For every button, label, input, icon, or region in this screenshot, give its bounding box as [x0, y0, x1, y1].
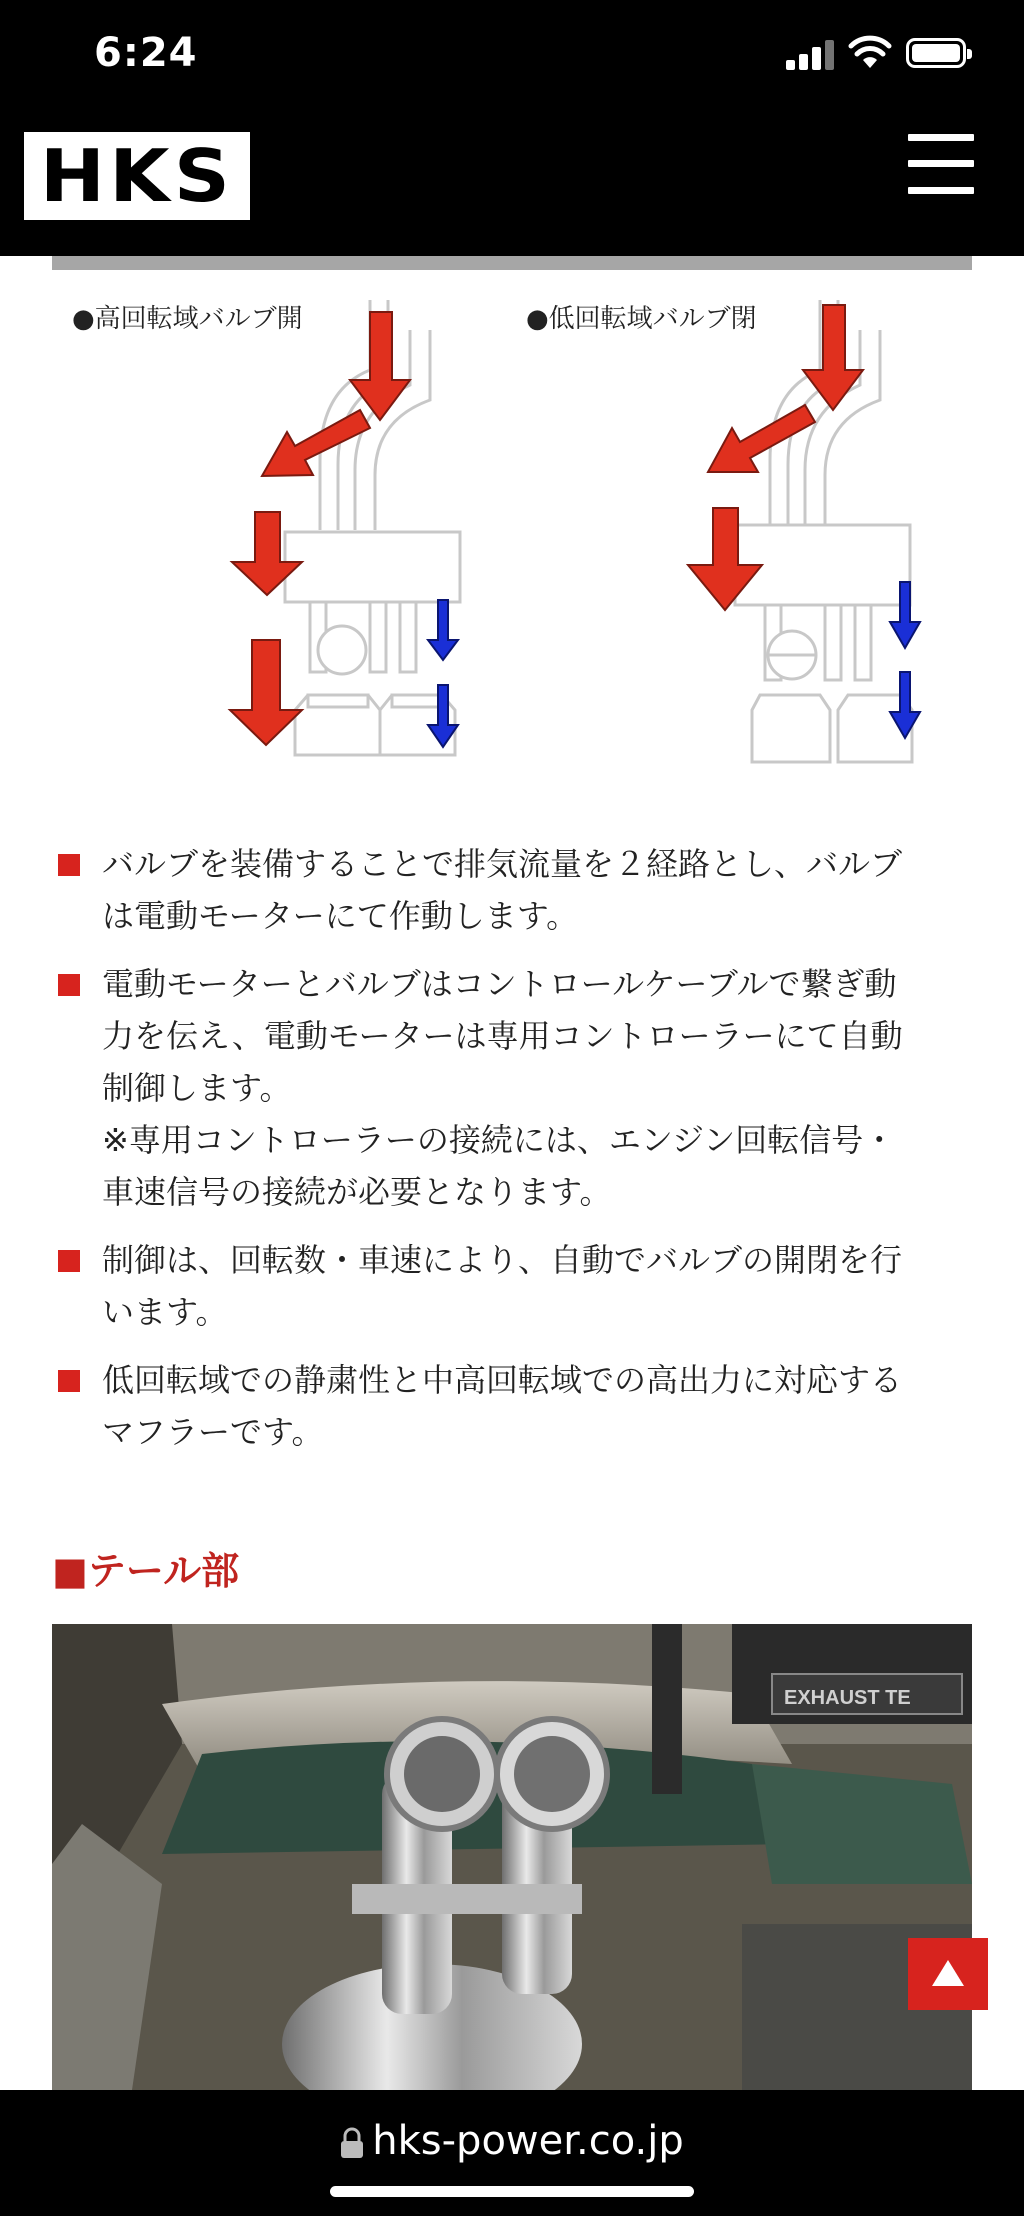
red-square-bullet-icon: [58, 1370, 80, 1392]
list-item-text: 電動モーターとバルブはコントロールケーブルで繋ぎ動: [102, 965, 897, 1003]
list-item: [52, 1234, 982, 1338]
photo-overlay-text: EXHAUST TE: [784, 1687, 911, 1709]
list-item: [52, 958, 982, 1218]
list-item-text: 低回転域での静粛性と中高回転域での高出力に対応する: [102, 1361, 903, 1399]
red-square-bullet-icon: [58, 1250, 80, 1272]
list-item-text: 力を伝え、電動モーターは専用コントローラーにて自動: [102, 1017, 903, 1055]
cellular-signal-icon: [786, 38, 834, 70]
valve-open-diagram: [220, 300, 480, 770]
site-header: [0, 0, 1024, 256]
hks-logo[interactable]: HKS: [24, 132, 250, 220]
back-to-top-button[interactable]: [908, 1938, 988, 2010]
list-item-text: バルブを装備することで排気流量を２経路とし、バルブ: [102, 845, 903, 883]
valve-closed-diagram: [680, 300, 940, 770]
section-title-tail: ■テール部: [52, 1549, 240, 1593]
divider-bar: [52, 256, 972, 270]
status-time: 6:24: [94, 30, 198, 76]
url-text: hks-power.co.jp: [372, 2118, 684, 2164]
list-item: [52, 838, 982, 942]
red-square-bullet-icon: [58, 854, 80, 876]
list-item-note: ※専用コントローラーの接続には、エンジン回転信号・: [102, 1121, 896, 1159]
list-item-text: います。: [102, 1293, 228, 1331]
diagram-label-closed: ●低回転域バルブ閉: [526, 304, 757, 334]
url-bar[interactable]: [0, 2118, 1024, 2164]
home-indicator: [330, 2186, 694, 2197]
battery-icon: [906, 38, 966, 68]
list-item-text: 制御は、回転数・車速により、自動でバルブの開閉を行: [102, 1241, 903, 1279]
list-item-note: 車速信号の接続が必要となります。: [102, 1173, 612, 1211]
list-item-text: は電動モーターにて作動します。: [102, 897, 579, 935]
wifi-icon: [848, 34, 892, 70]
red-square-bullet-icon: [58, 974, 80, 996]
feature-list: [52, 838, 982, 1474]
menu-icon[interactable]: [908, 134, 974, 194]
lock-icon: [340, 2127, 364, 2159]
list-item-text: 制御します。: [102, 1069, 292, 1107]
muffler-tail-photo: [52, 1624, 972, 2090]
triangle-up-icon: [908, 1938, 988, 2010]
list-item: [52, 1354, 982, 1458]
list-item-text: マフラーです。: [102, 1413, 324, 1451]
diagram-label-open: ●高回転域バルブ開: [72, 304, 303, 334]
